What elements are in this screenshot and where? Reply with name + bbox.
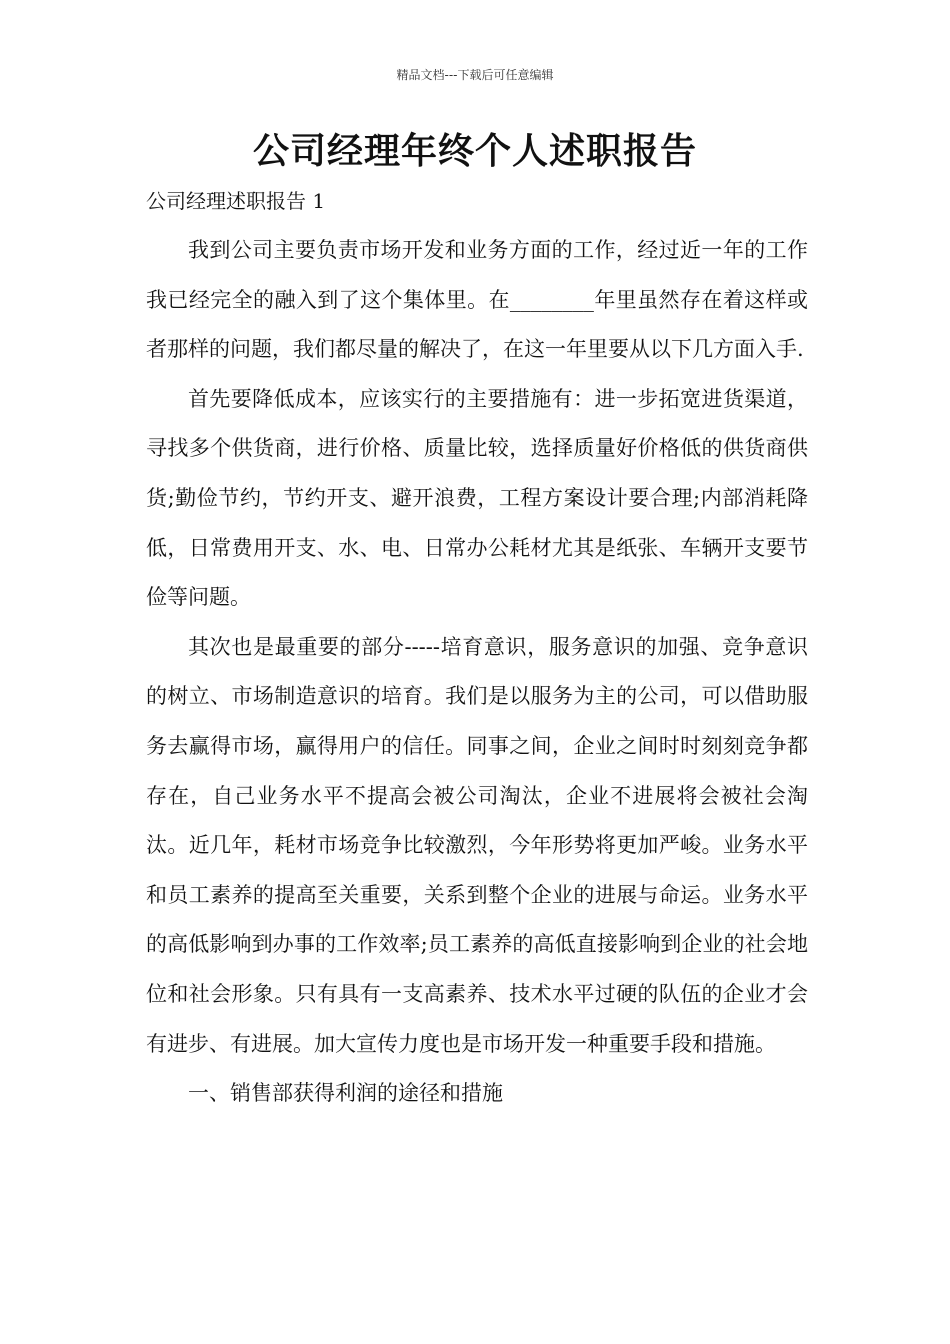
page-title: 公司经理年终个人述职报告 <box>252 131 697 172</box>
paragraph-1: 我到公司主要负责市场开发和业务方面的工作，经过近一年的工作我已经完全的融入到了这个集体里。在________年里虽然存在着这样或者那样的问题，我们都尽量的解决了，在这一年里要从以下几方面入手. <box>146 238 808 362</box>
subtitle: 公司经理述职报告 1 <box>146 189 326 213</box>
body-text <box>146 226 808 1119</box>
paragraph-3: 其次也是最重要的部分-----培育意识，服务意识的加强、竞争意识的树立、市场制造意识的培育。我们是以服务为主的公司，可以借助服务去赢得市场，赢得用户的信任。同事之间，企业之间时时刻刻竞争都存在，自己业务水平不提高会被公司淘汰，企业不进展将会被社会淘汰。近几年，耗材市场竞争比较激烈，今年形势将更加严峻。业务水平和员工素养的提高至关重要，关系到整个企业的进展与命运。业务水平的高低影响到办事的工作效率;员工素养的高低直接影响到企业的社会地位和社会形象。只有具有一支高素养、技术水平过硬的队伍的企业才会有进步、有进展。加大宣传力度也是市场开发一种重要手段和措施。 <box>146 634 808 1056</box>
header-note: 精品文档---下载后可任意编辑 <box>396 68 554 82</box>
paragraph-2: 首先要降低成本，应该实行的主要措施有：进一步拓宽进货渠道，寻找多个供货商，进行价格、质量比较，选择质量好价格低的供货商供货;勤俭节约，节约开支、避开浪费，工程方案设计要合理;内部消耗降低，日常费用开支、水、电、日常办公耗材尤其是纸张、车辆开支要节俭等问题。 <box>146 386 808 610</box>
section-heading: 一、销售部获得利润的途径和措施 <box>188 1081 503 1106</box>
